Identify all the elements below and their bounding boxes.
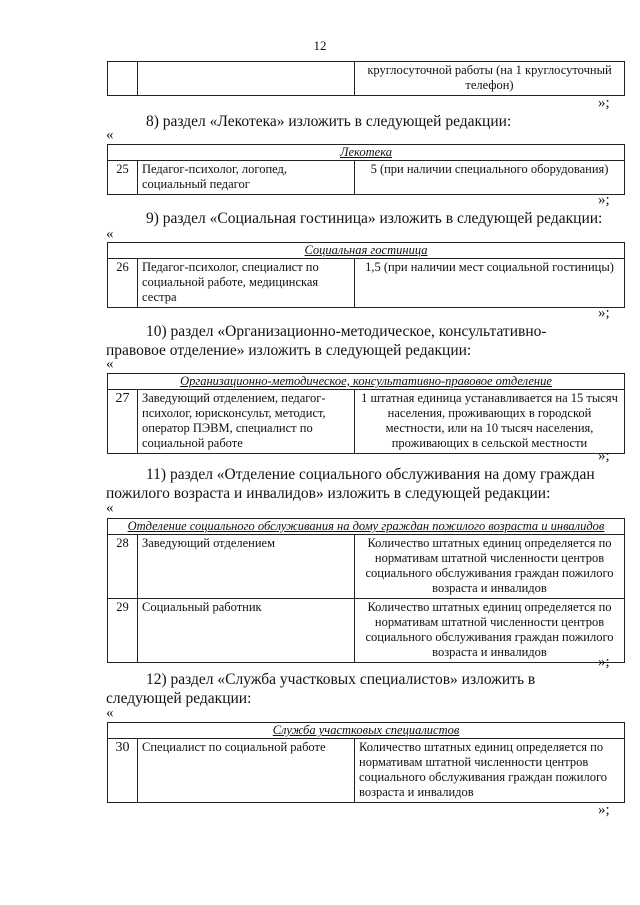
- opening-quote: «: [106, 356, 114, 372]
- row-number: 30: [108, 739, 138, 803]
- section-9-intro: 9) раздел «Социальная гостиница» изложить в следующей редакции:: [146, 210, 603, 227]
- row-title: Педагог-психолог, специалист по социальной работе, медицинская сестра: [138, 259, 355, 308]
- section-8-intro: 8) раздел «Лекотека» изложить в следующей редакции:: [146, 113, 512, 130]
- row-title: Специалист по социальной работе: [138, 739, 355, 803]
- row-value: Количество штатных единиц определяется по нормативам штатной численности центров социального обслуживания граждан пожилого возраста и инвалидов: [355, 535, 625, 599]
- opening-quote: «: [106, 226, 114, 242]
- row-value: круглосуточной работы (на 1 круглосуточный телефон): [355, 62, 625, 96]
- row-value: 5 (при наличии специального оборудования): [355, 161, 625, 195]
- opening-quote: «: [106, 127, 114, 143]
- row-title: [138, 62, 355, 96]
- section-11-intro-line1: 11) раздел «Отделение социального обслуживания на дому граждан: [146, 466, 595, 483]
- table-org-method: [107, 373, 625, 454]
- table-header: Социальная гостиница: [108, 243, 625, 259]
- row-value: 1,5 (при наличии мест социальной гостиницы): [355, 259, 625, 308]
- closing-quote: »;: [598, 802, 610, 818]
- closing-quote: »;: [598, 654, 610, 670]
- closing-quote: »;: [598, 192, 610, 208]
- row-number: 26: [108, 259, 138, 308]
- section-10-intro-line2: правовое отделение» изложить в следующей редакции:: [106, 342, 472, 359]
- page-number: 12: [313, 38, 327, 53]
- opening-quote: «: [106, 705, 114, 721]
- row-title: Социальный работник: [138, 599, 355, 663]
- table-continuation: [107, 61, 625, 96]
- table-row: [108, 535, 625, 599]
- section-12-intro-line1: 12) раздел «Служба участковых специалистов» изложить в: [146, 671, 536, 688]
- row-number: 27: [108, 390, 138, 454]
- table-district-specialists: [107, 722, 625, 803]
- table-header: Служба участковых специалистов: [108, 723, 625, 739]
- table-row: [108, 161, 625, 195]
- row-title: Педагог-психолог, логопед, социальный педагог: [138, 161, 355, 195]
- table-row: [108, 62, 625, 96]
- row-value: Количество штатных единиц определяется по нормативам штатной численности центров социального обслуживания граждан пожилого возраста и инвалидов: [355, 599, 625, 663]
- table-row: [108, 259, 625, 308]
- row-number: 25: [108, 161, 138, 195]
- table-header: Организационно-методическое, консультативно-правовое отделение: [108, 374, 625, 390]
- section-11-intro-line2: пожилого возраста и инвалидов» изложить в следующей редакции:: [106, 485, 551, 502]
- section-10-intro-line1: 10) раздел «Организационно-методическое, консультативно-: [146, 323, 547, 340]
- table-header: Отделение социального обслуживания на дому граждан пожилого возраста и инвалидов: [108, 519, 625, 535]
- table-header: Лекотека: [108, 145, 625, 161]
- row-number: [108, 62, 138, 96]
- closing-quote: »;: [598, 305, 610, 321]
- row-number: 29: [108, 599, 138, 663]
- table-row: [108, 739, 625, 803]
- table-home-service: [107, 518, 625, 663]
- row-title: Заведующий отделением: [138, 535, 355, 599]
- table-row: [108, 390, 625, 454]
- row-value: 1 штатная единица устанавливается на 15 тысяч населения, проживающих в городской местности, или на 10 тысяч населения, проживающих в сельской местности: [355, 390, 625, 454]
- table-lekoteka: [107, 144, 625, 195]
- table-social-hotel: [107, 242, 625, 308]
- closing-quote: »;: [598, 95, 610, 111]
- row-number: 28: [108, 535, 138, 599]
- row-title: Заведующий отделением, педагог-психолог, юрисконсульт, методист, оператор ПЭВМ, специалист по социальной работе: [138, 390, 355, 454]
- row-value: Количество штатных единиц определяется по нормативам штатной численности центров социального обслуживания граждан пожилого возраста и инвалидов: [355, 739, 625, 803]
- opening-quote: «: [106, 500, 114, 516]
- closing-quote: »;: [598, 448, 610, 464]
- section-12-intro-line2: следующей редакции:: [106, 690, 252, 707]
- table-row: [108, 599, 625, 663]
